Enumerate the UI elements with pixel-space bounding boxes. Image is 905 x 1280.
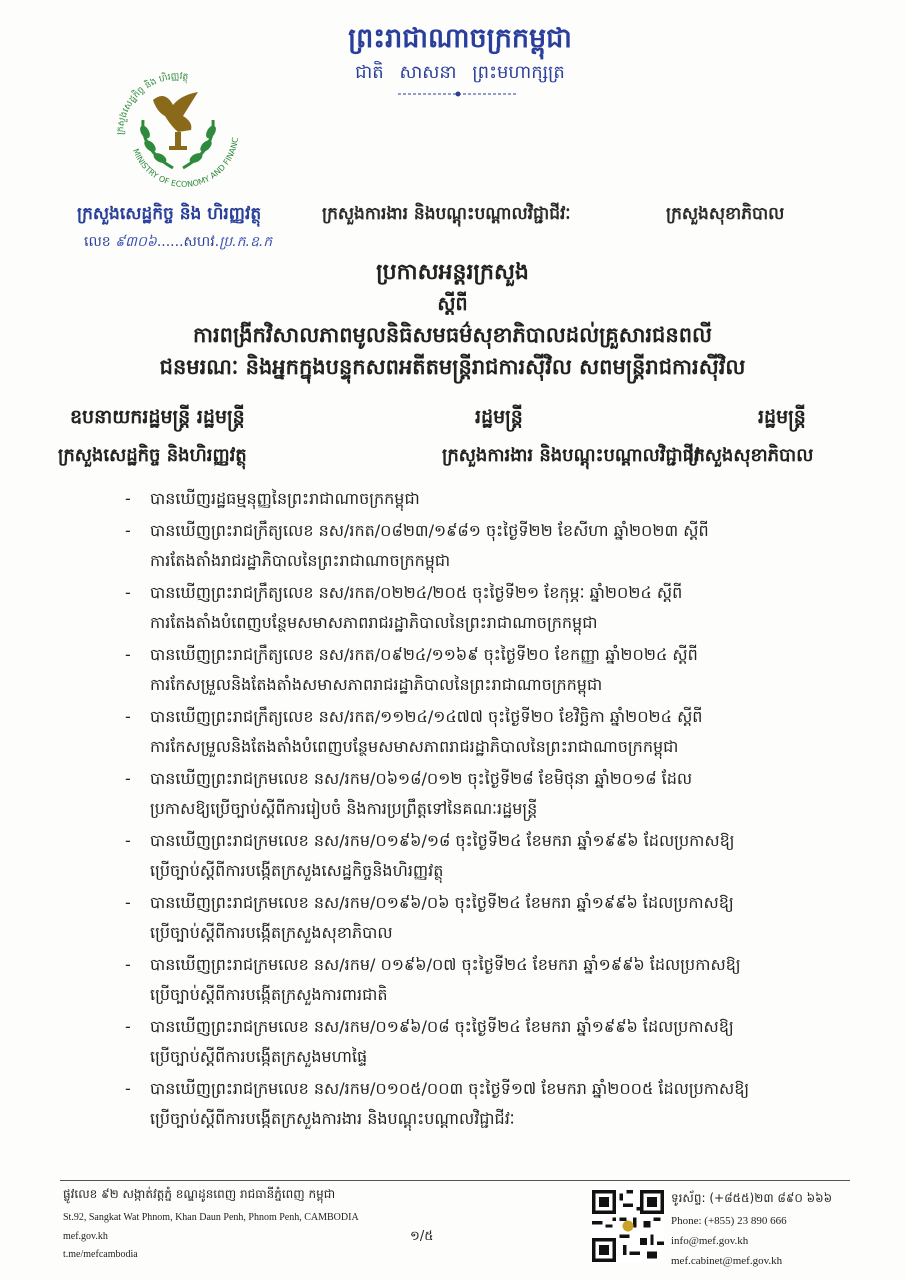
subject-line-1: ការពង្រីកវិសាលភាពមូលនិធិសមធម៌សុខាភិបាលដល់គ្រួសារជនពលី <box>192 323 713 347</box>
considerations-list <box>0 484 905 1136</box>
list-item: - បានឃើញព្រះរាជក្រមលេខ នស/រកម/០១០៥/០០៣ ចុះថ្ងៃទី១៧ ខែមករា ឆ្នាំ២០០៥ ដែលប្រកាសឱ្យ ប្រើច្បាប់ស្តីពីការបង្កើតក្រសួងការងារ និងបណ្តុះបណ្តាលវិជ្ជាជីវៈ <box>0 1074 905 1134</box>
ref-number: ៩៣០៦ <box>115 234 157 250</box>
list-item: - បានឃើញព្រះរាជក្រឹត្យលេខ នស/រកត/១១២៤/១៤៧៧ ចុះថ្ងៃទី២០ ខែវិច្ឆិកា ឆ្នាំ២០២៤ ស្តីពី ការកែសម្រួលនិងតែងតាំងបំពេញបន្ថែមសមាសភាពរាជរដ្ឋាភិបាលនៃព្រះរាជាណាចក្រកម្ពុជា <box>0 702 905 762</box>
dash-bullet: - <box>125 645 131 664</box>
national-motto: ជាតិ សាសនា ព្រះមហាក្សត្រ <box>355 62 565 83</box>
signatory-title-3: រដ្ឋមន្ត្រី <box>758 406 806 428</box>
signatory-title-2: រដ្ឋមន្ត្រី <box>475 406 523 428</box>
ministry-logo <box>103 50 253 200</box>
phone-km: ទូរស័ព្ទ: (+៨៥៥)២៣ ៨៩០ ៦៦៦ <box>671 1191 833 1205</box>
page-number: ១/៥ <box>410 1229 434 1244</box>
signatory-title-1: ឧបនាយករដ្ឋមន្ត្រី រដ្ឋមន្ត្រី <box>70 406 245 428</box>
ministry-economy-finance: ក្រសួងសេដ្ឋកិច្ច និង ហិរញ្ញវត្ថុ <box>77 204 262 224</box>
list-item: - បានឃើញព្រះរាជក្រឹត្យលេខ នស/រកត/០៩២៤/១១៦៩ ចុះថ្ងៃទី២០ ខែកញ្ញា ឆ្នាំ២០២៤ ស្តីពី ការកែសម្រួលនិងតែងតាំងសមាសភាពរាជរដ្ឋាភិបាលនៃព្រះរាជាណាចក្រកម្ពុជា <box>0 640 905 700</box>
document-type: ប្រកាសអន្តរក្រសួង <box>376 260 529 285</box>
list-item: - បានឃើញព្រះរាជក្រមលេខ នស/រកម/០១៩៦/១៨ ចុះថ្ងៃទី២៤ ខែមករា ឆ្នាំ១៩៩៦ ដែលប្រកាសឱ្យ ប្រើច្បាប់ស្តីពីការបង្កើតក្រសួងសេដ្ឋកិច្ចនិងហិរញ្ញវត្ថុ <box>0 826 905 886</box>
subject-line-2: ជនមរណៈ និងអ្នកក្នុងបន្ទុកសពអតីតមន្ត្រីរាជការស៊ីវិល សពមន្ត្រីរាជការស៊ីវិល <box>159 355 746 379</box>
email-info[interactable]: info@mef.gov.kh <box>671 1235 749 1247</box>
dash-bullet: - <box>125 893 131 912</box>
dash-bullet: - <box>125 831 131 850</box>
logo-text-en: MINISTRY OF ECONOMY AND FINANC <box>131 136 241 189</box>
list-item: - បានឃើញព្រះរាជក្រមលេខ នស/រកម/០១៩៦/០៨ ចុះថ្ងៃទី២៤ ខែមករា ឆ្នាំ១៩៩៦ ដែលប្រកាសឱ្យ ប្រើច្បាប់ស្តីពីការបង្កើតក្រសួងមហាផ្ទៃ <box>0 1012 905 1072</box>
kingdom-title: ព្រះរាជាណាចក្រកម្ពុជា <box>348 23 572 54</box>
ministry-health: ក្រសួងសុខាភិបាល <box>666 204 785 224</box>
signatory-ministry-1: ក្រសួងសេដ្ឋកិច្ច និងហិរញ្ញវត្ថុ <box>58 445 247 466</box>
list-item: - បានឃើញព្រះរាជក្រមលេខ នស/រកម/ ០១៩៦/០៧ ចុះថ្ងៃទី២៤ ខែមករា ឆ្នាំ១៩៩៦ ដែលប្រកាសឱ្យ ប្រើច្បាប់ស្តីពីការបង្កើតក្រសួងការពារជាតិ <box>0 950 905 1010</box>
list-item: - បានឃើញរដ្ឋធម្មនុញ្ញនៃព្រះរាជាណាចក្រកម្ពុជា <box>0 484 905 514</box>
reference-number <box>84 232 272 253</box>
list-item: - បានឃើញព្រះរាជក្រឹត្យលេខ នស/រកត/០២២៤/២០៥ ចុះថ្ងៃទី២១ ខែកុម្ភៈ ឆ្នាំ២០២៤ ស្តីពី ការតែងតាំងបំពេញបន្ថែមសមាសភាពរាជរដ្ឋាភិបាលនៃព្រះរាជាណាចក្រកម្ពុជា <box>0 578 905 638</box>
list-item: - បានឃើញព្រះរាជក្រមលេខ នស/រកម/០៦១៨/០១២ ចុះថ្ងៃទី២៨ ខែមិថុនា ឆ្នាំ២០១៨ ដែល ប្រកាសឱ្យប្រើច្បាប់ស្តីពីការរៀបចំ និងការប្រព្រឹត្តទៅនៃគណៈរដ្ឋមន្ត្រី <box>0 764 905 824</box>
website-link[interactable]: mef.gov.kh <box>63 1231 108 1242</box>
footer-divider <box>60 1180 850 1181</box>
telegram-link[interactable]: t.me/mefcambodia <box>63 1249 138 1260</box>
email-cabinet[interactable]: mef.cabinet@mef.gov.kh <box>671 1255 783 1267</box>
about-label: ស្តីពី <box>437 293 468 315</box>
ref-suffix: ......សហវ. <box>156 234 220 250</box>
ref-handwritten: ប្រ.ក.ឧ.ក <box>219 234 273 250</box>
dash-bullet: - <box>125 489 131 508</box>
dash-bullet: - <box>125 1017 131 1036</box>
dash-bullet: - <box>125 583 131 602</box>
dash-bullet: - <box>125 707 131 726</box>
logo-text-km: ក្រសួងសេដ្ឋកិច្ច និង ហិរញ្ញវត្ថុ <box>115 71 189 136</box>
list-item: - បានឃើញព្រះរាជក្រមលេខ នស/រកម/០១៩៦/០៦ ចុះថ្ងៃទី២៤ ខែមករា ឆ្នាំ១៩៩៦ ដែលប្រកាសឱ្យ ប្រើច្បាប់ស្តីពីការបង្កើតក្រសួងសុខាភិបាល <box>0 888 905 948</box>
ref-prefix: លេខ <box>84 234 111 250</box>
phone-en: Phone: (+855) 23 890 666 <box>671 1215 787 1227</box>
signatory-ministry-3: ក្រសួងសុខាភិបាល <box>688 445 814 466</box>
signatory-ministry-2: ក្រសួងការងារ និងបណ្តុះបណ្តាលវិជ្ជាជីវៈ <box>442 445 706 466</box>
address-en: St.92, Sangkat Wat Phnom, Khan Daun Penh, Phnom Penh, CAMBODIA <box>63 1212 359 1223</box>
ministry-labour: ក្រសួងការងារ និងបណ្តុះបណ្តាលវិជ្ជាជីវៈ <box>322 204 571 224</box>
dash-bullet: - <box>125 955 131 974</box>
ornament-divider-icon <box>398 90 518 98</box>
address-km: ផ្លូវលេខ ៩២ សង្កាត់វត្តភ្នំ ខណ្ឌដូនពេញ រាជធានីភ្នំពេញ កម្ពុជា <box>63 1187 336 1201</box>
list-item: - បានឃើញព្រះរាជក្រឹត្យលេខ នស/រកត/០៨២៣/១៩៨១ ចុះថ្ងៃទី២២ ខែសីហា ឆ្នាំ២០២៣ ស្តីពី ការតែងតាំងរាជរដ្ឋាភិបាលនៃព្រះរាជាណាចក្រកម្ពុជា <box>0 516 905 576</box>
qr-code-icon <box>592 1190 664 1262</box>
dash-bullet: - <box>125 521 131 540</box>
dash-bullet: - <box>125 1079 131 1098</box>
dash-bullet: - <box>125 769 131 788</box>
